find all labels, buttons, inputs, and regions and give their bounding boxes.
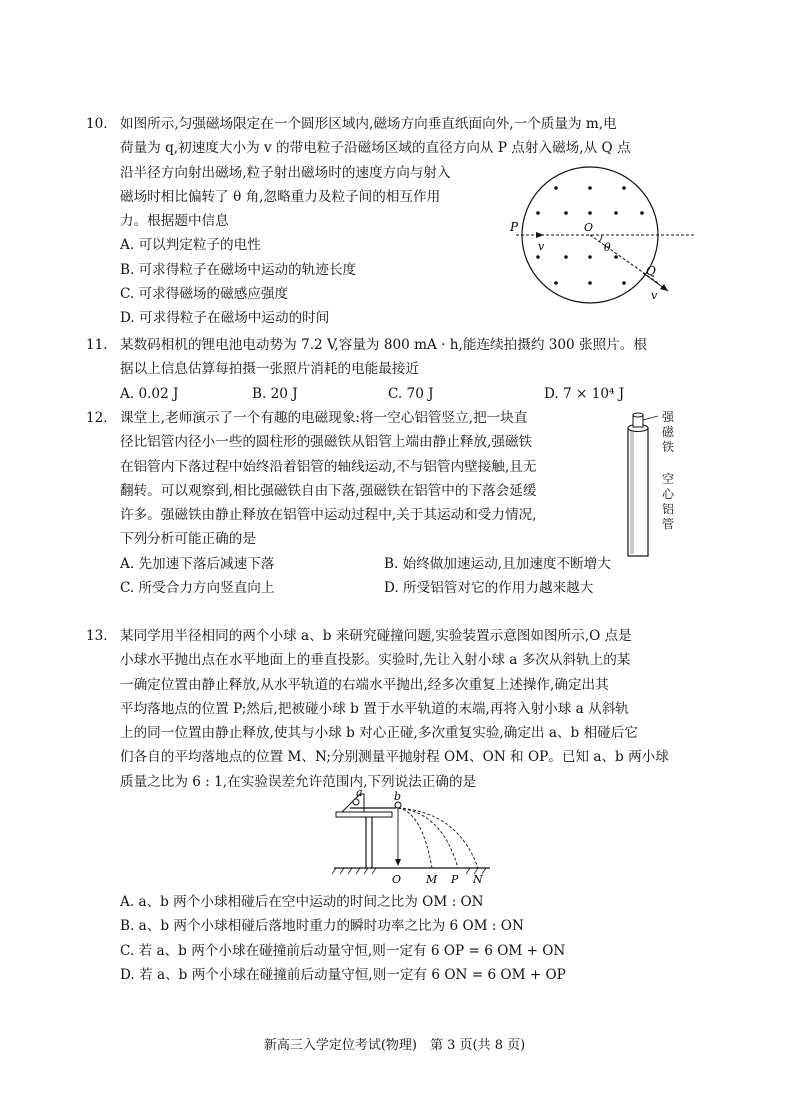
options-row: [120, 576, 702, 600]
question-11: [86, 333, 702, 406]
question-stem-line: 课堂上,老师演示了一个有趣的电磁现象:将一空心铝管竖立,把一块直: [120, 410, 528, 426]
question-stem-line: 某同学用半径相同的两个小球 a、b 来研究碰撞问题,实验装置示意图如图所示,O 点是: [120, 628, 632, 644]
option-b: B. 始终做加速运动,且加速度不断增大: [384, 555, 611, 572]
question-12: [86, 406, 702, 600]
question-stem-line: 上的同一位置由静止释放,使其与小球 b 对心正碰,多次重复实验,确定出 a、b 相碰后它: [120, 725, 638, 742]
option-d: D. 7 × 10⁴ J: [544, 385, 625, 402]
option-c: C. 所受合力方向竖直向上: [120, 580, 275, 597]
label-m: M: [426, 873, 438, 886]
label-q: Q: [646, 264, 656, 278]
label-o: O: [392, 873, 402, 886]
label-v-in: v: [538, 240, 545, 253]
magnetic-field-circle-figure: [508, 165, 698, 305]
options-row: [120, 552, 702, 576]
option-d: D. 可求得粒子在磁场中运动的时间: [120, 310, 330, 327]
option-a: A. 0.02 J: [120, 385, 179, 402]
question-stem-line: 在铝管内下落过程中始终沿着铝管的轴线运动,不与铝管内壁接触,且无: [120, 458, 537, 475]
label-b: b: [394, 790, 402, 803]
option-a: A. 可以判定粒子的电性: [120, 237, 261, 254]
label-v-out: v: [651, 289, 658, 302]
label-o: O: [584, 221, 594, 234]
question-stem-line: 据以上信息估算每拍摄一张照片消耗的电能最接近: [120, 361, 420, 378]
option-b: B. 可求得粒子在磁场中运动的轨迹长度: [120, 261, 357, 278]
question-stem-line: 质量之比为 6 : 1,在实验误差允许范围内,下列说法正确的是: [120, 773, 477, 790]
option-a: A. a、b 两个小球相碰后在空中运动的时间之比为 OM : ON: [120, 894, 484, 910]
question-stem-line: 翻转。可以观察到,相比强磁铁自由下落,强磁铁在铝管中的下落会延缓: [120, 482, 537, 499]
question-number: 13.: [86, 628, 108, 644]
option-c: C. 可求得磁场的磁感应强度: [120, 286, 289, 303]
question-stem-line: 荷量为 q,初速度大小为 v 的带电粒子沿磁场区域的直径方向从 P 点射入磁场,从 Q 点: [120, 140, 631, 157]
question-number: 12.: [86, 410, 108, 426]
question-stem-line: 平均落地点的位置 P;然后,把被碰小球 b 置于水平轨道的末端,再将入射小球 a 从斜轨: [120, 700, 629, 717]
question-stem-line: 下列分析可能正确的是: [120, 531, 256, 548]
options-row: [120, 382, 702, 406]
tube-label: 空心铝管: [662, 472, 675, 531]
label-p: P: [451, 873, 459, 886]
question-number: 11.: [86, 337, 108, 353]
option-b: B. a、b 两个小球相碰后落地时重力的瞬时功率之比为 6 OM : ON: [120, 918, 524, 935]
page-footer: 新高三入学定位考试(物理) 第 3 页(共 8 页): [263, 1038, 526, 1053]
question-stem-line: 许多。强磁铁由静止释放在铝管中运动过程中,关于其运动和受力情况,: [120, 507, 537, 524]
aluminum-tube-figure: [616, 410, 688, 560]
question-stem-line: 力。根据题中信息: [120, 213, 229, 230]
question-stem-line: 某数码相机的锂电池电动势为 7.2 V,容量为 800 mA · h,能连续拍摄约 300 张照片。根: [120, 337, 647, 353]
option-a: A. 先加速下落后减速下落: [120, 555, 275, 572]
question-13-options: [90, 890, 710, 987]
question-stem-line: 沿半径方向射出磁场,粒子射出磁场时的速度方向与射入: [120, 164, 451, 181]
question-13: [86, 624, 710, 794]
question-stem-line: 小球水平抛出点在水平地面上的垂直投影。实验时,先让入射小球 a 多次从斜轨上的某: [120, 652, 631, 669]
question-stem-line: 们各自的平均落地点的位置 M、N;分别测量平抛射程 OM、ON 和 OP。已知 a、b 两小球: [120, 749, 669, 766]
question-stem-line: 如图所示,匀强磁场限定在一个圆形区域内,磁场方向垂直纸面向外,一个质量为 m,电: [120, 116, 617, 132]
option-d: D. 若 a、b 两个小球在碰撞前后动量守恒,则一定有 6 ON = 6 OM + OP: [120, 966, 566, 983]
option-b: B. 20 J: [252, 385, 298, 402]
question-number: 10.: [86, 116, 108, 132]
question-stem-line: 一确定位置由静止释放,从水平轨道的右端水平抛出,经多次重复上述操作,确定出其: [120, 676, 609, 693]
label-a: a: [356, 788, 363, 799]
label-theta: θ: [604, 241, 611, 254]
option-c: C. 70 J: [388, 385, 434, 402]
label-n: N: [473, 873, 483, 886]
option-d: D. 所受铝管对它的作用力越来越大: [384, 580, 594, 597]
question-stem-line: 磁场时相比偏转了 θ 角,忽略重力及粒子间的相互作用: [120, 188, 441, 205]
label-p: P: [510, 220, 519, 234]
magnet-label: 强磁铁: [662, 410, 675, 454]
question-stem-line: 径比铝管内径小一些的圆柱形的强磁铁从铝管上端由静止释放,强磁铁: [120, 434, 533, 451]
collision-experiment-figure: [330, 788, 500, 886]
option-c: C. 若 a、b 两个小球在碰撞前后动量守恒,则一定有 6 OP = 6 OM + ON: [120, 942, 566, 959]
